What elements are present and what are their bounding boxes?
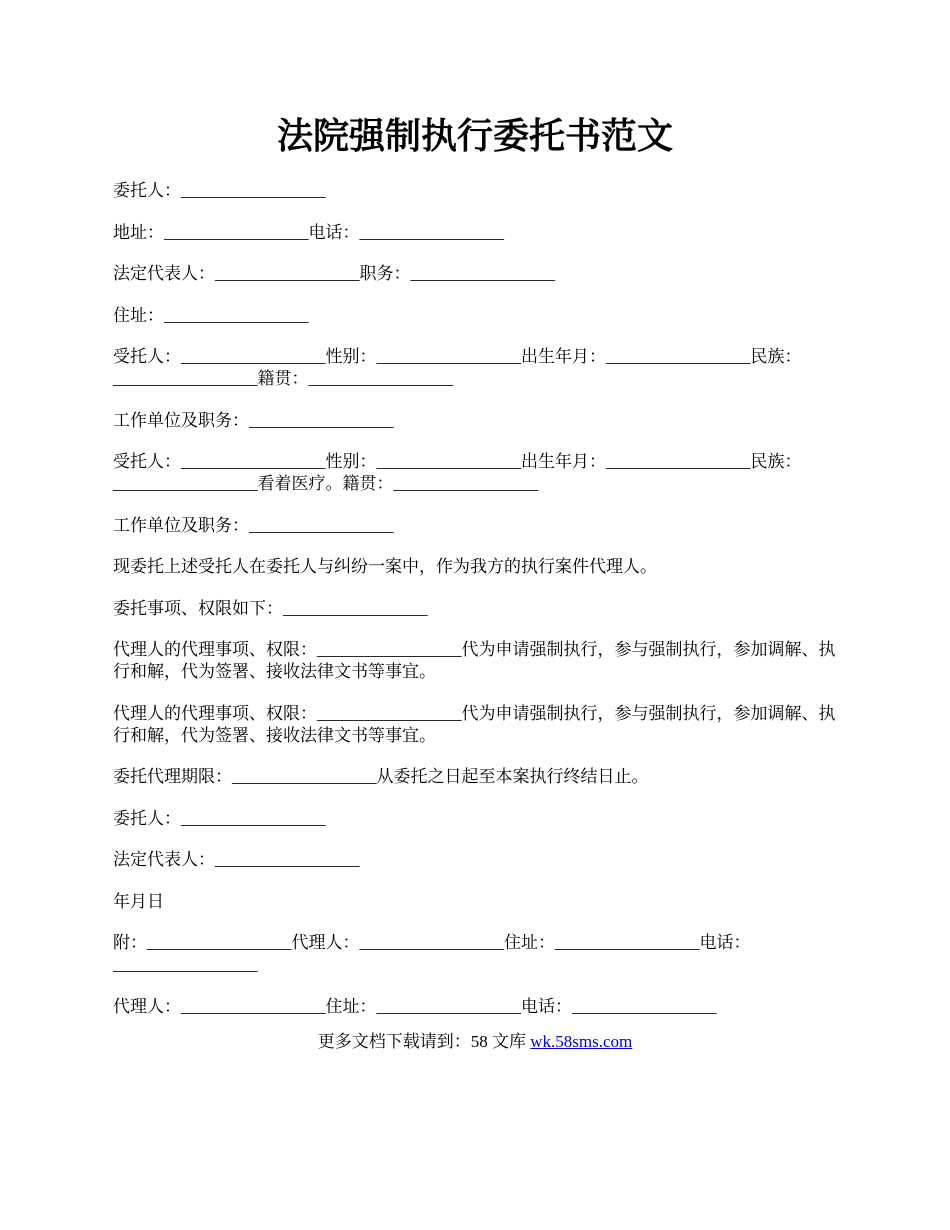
- paragraph-matters-heading: 委托事项、权限如下：_________________: [113, 598, 428, 618]
- paragraph-agent-2-info: 受托人：_________________性别：_________________出生年月：_________________民族：_________________看着医疗。籍贯：_________________: [113, 452, 802, 493]
- paragraph-representative-signature: 法定代表人：_________________: [113, 850, 360, 869]
- paragraph-agent-1-work: 工作单位及职务：_________________: [113, 410, 394, 430]
- paragraph-legal-representative: 法定代表人：_________________职务：_________________: [113, 264, 555, 283]
- paragraph-agent-2-work: 工作单位及职务：_________________: [113, 515, 394, 535]
- paragraph-principal-signature: 委托人：_________________: [113, 808, 326, 828]
- document-title: 法院强制执行委托书范文: [276, 116, 673, 156]
- paragraph-agent-2-authority: 代理人的代理事项、权限：_________________代为申请强制执行，参与强制执行，参加调解、执行和解，代为签署、接收法律文书等事宜。: [113, 703, 836, 745]
- paragraph-date: 年月日: [113, 891, 164, 911]
- paragraph-address-phone: 地址：_________________电话：_________________: [113, 222, 504, 242]
- paragraph-term: 委托代理期限：_________________从委托之日起至本案执行终结日止。: [113, 767, 649, 786]
- document-body: [113, 180, 837, 1037]
- paragraph-agent-1-authority: 代理人的代理事项、权限：_________________代为申请强制执行，参与强制执行，参加调解、执行和解，代为签署、接收法律文书等事宜。: [113, 640, 836, 681]
- footer-link[interactable]: wk.58sms.com: [530, 1032, 633, 1051]
- paragraph-residence: 住址：_________________: [113, 305, 309, 325]
- footer: [0, 1031, 950, 1053]
- paragraph-commission-statement: 现委托上述受托人在委托人与纠纷一案中，作为我方的执行案件代理人。: [113, 557, 657, 576]
- footer-text: 更多文档下载请到：58 文库: [317, 1032, 531, 1051]
- paragraph-attachment: 附：_________________代理人：_________________住址：_________________电话：_________________: [113, 933, 751, 974]
- paragraph-principal: 委托人：_________________: [113, 181, 326, 200]
- paragraph-agent-1-info: 受托人：_________________性别：_________________出生年月：_________________民族：_________________籍贯：_________________: [113, 347, 802, 388]
- paragraph-agent-contact: 代理人：_________________住址：_________________电话：_________________: [113, 996, 717, 1016]
